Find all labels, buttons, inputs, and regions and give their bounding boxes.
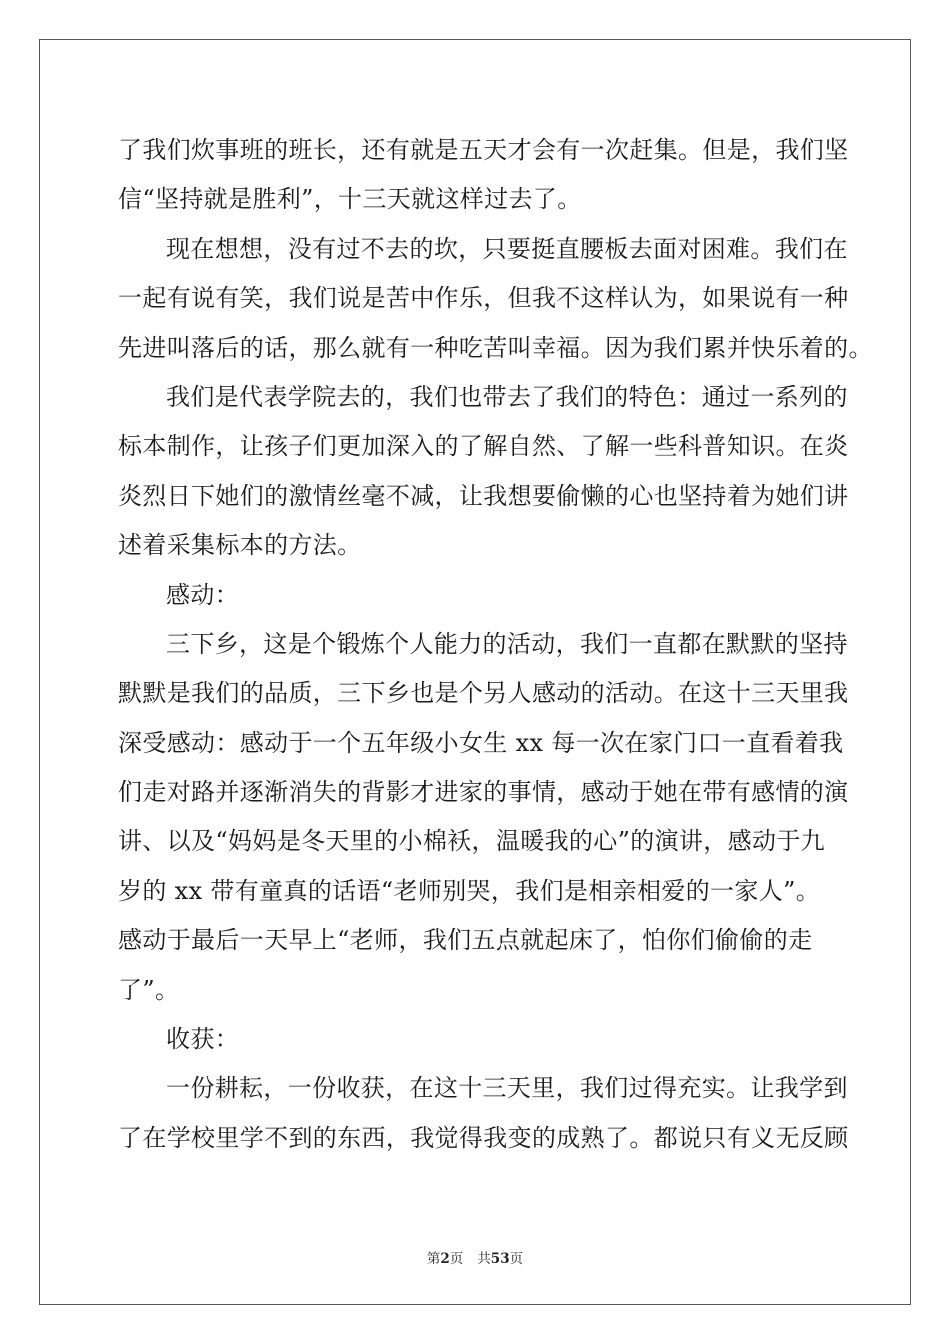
total-pages: 53 xyxy=(490,1251,510,1267)
section-heading-harvest: 收获： xyxy=(166,1025,240,1054)
text-line: 了我们炊事班的班长，还有就是五天才会有一次赶集。但是，我们坚 xyxy=(118,136,849,164)
text-line: 感动于最后一天早上“老师，我们五点就起床了，怕你们偷偷的走 xyxy=(118,926,813,955)
total-suffix: 页 xyxy=(509,1251,524,1267)
text-line: 一起有说有笑，我们说是苦中作乐，但我不这样认为，如果说有一种 xyxy=(118,284,849,313)
text-line: 讲、以及“妈妈是冬天里的小棉袄，温暖我的心”的演讲，感动于九 xyxy=(118,827,826,856)
text-line: 炎烈日下她们的激情丝毫不减，让我想要偷懒的心也坚持着为她们讲 xyxy=(118,481,849,510)
total-prefix: 共 xyxy=(477,1251,491,1267)
text-line: 信“坚持就是胜利”，十三天就这样过去了。 xyxy=(118,185,582,214)
text-line: 了”。 xyxy=(118,975,180,1004)
text-line: 了在学校里学不到的东西，我觉得我变的成熟了。都说只有义无反顾 xyxy=(118,1123,849,1152)
text-line: 先进叫落后的话，那么就有一种吃苦叫幸福。因为我们累并快乐着的。 xyxy=(118,333,873,362)
text-line: 一份耕耘，一份收获，在这十三天里，我们过得充实。让我学到 xyxy=(166,1074,848,1103)
page-suffix: 页 xyxy=(449,1251,464,1267)
text-line: 述着采集标本的方法。 xyxy=(118,531,362,560)
section-heading-moved: 感动： xyxy=(166,580,240,609)
text-line: 深受感动：感动于一个五年级小女生 xx 每一次在家门口一直看着我 xyxy=(118,728,844,757)
document-body xyxy=(118,126,873,1163)
page-prefix: 第 xyxy=(426,1251,441,1267)
page-footer xyxy=(0,1247,950,1267)
text-line: 三下乡，这是个锻炼个人能力的活动，我们一直都在默默的坚持 xyxy=(166,629,848,658)
text-line: 我们是代表学院去的，我们也带去了我们的特色：通过一系列的 xyxy=(166,382,848,411)
text-line: 现在想想，没有过不去的坎，只要挺直腰板去面对困难。我们在 xyxy=(166,234,848,263)
text-line: 岁的 xx 带有童真的话语“老师别哭，我们是相亲相爱的一家人”。 xyxy=(118,876,821,905)
text-line: 默默是我们的品质，三下乡也是个另人感动的活动。在这十三天里我 xyxy=(118,679,849,708)
text-line: 标本制作，让孩子们更加深入的了解自然、了解一些科普知识。在炎 xyxy=(118,432,849,461)
text-line: 们走对路并逐渐消失的背影才进家的事情，感动于她在带有感情的演 xyxy=(118,778,849,807)
page-number: 2 xyxy=(440,1251,450,1267)
